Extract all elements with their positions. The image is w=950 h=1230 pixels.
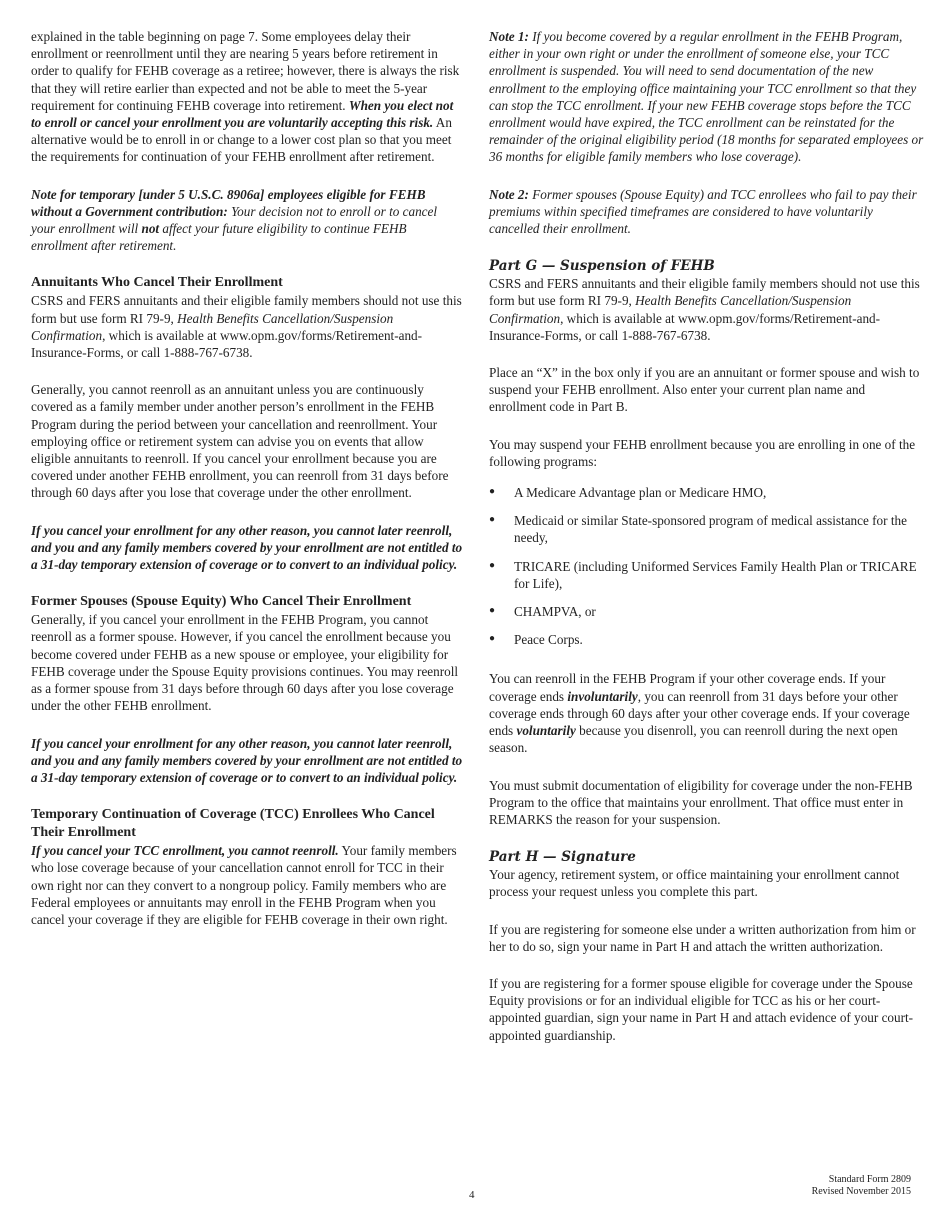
part-h-heading: Part H — Signature — [489, 849, 636, 866]
note-2: Note 2: Former spouses (Spouse Equity) and TCC enrollees who fail to pay their premiums within specified timeframes are considered to have voluntarily cancelled their enrollment. — [489, 186, 917, 237]
part-g-paragraph-3: You may suspend your FEHB enrollment because you are enrolling in one of the following programs: — [489, 436, 916, 469]
annuitants-paragraph-2: Generally, you cannot reenroll as an annuitant unless you are continuously covered as a family member under another person’s enrollment in the FEHB Program during the period between your cancellation and reenrollment. Your employing office or retirement system can advise you on events that allow eligible annuitants to reenroll. If you cancel your enrollment because you are covered under another FEHB enrollment, you can reenroll from 31 days before through 60 days after you lose that coverage under the other enrollment. — [31, 382, 449, 501]
tcc-heading: Temporary Continuation of Coverage (TCC) Enrollees Who Cancel Their Enrollment — [31, 807, 435, 841]
programs-list — [489, 484, 925, 648]
annuitants-paragraph-1: CSRS and FERS annuitants and their eligible family members should not use this form but use form RI 79-9, Health Benefits Cancellation/Suspension Confirmation, which is available at www.opm.gov/forms/Retirement-and-Insurance-Forms, or call 1-888-767-6738. — [31, 293, 462, 361]
part-h-paragraph-2: If you are registering for someone else under a written authorization from him or her to do so, sign your name in Part H and attach the written authorization. — [489, 921, 916, 954]
list-item: ● TRICARE (including Uniformed Services Family Health Plan or TRICARE for Life), — [489, 558, 925, 592]
intro-paragraph: explained in the table beginning on page 7. Some employees delay their enrollment or reenrollment until they are nearing 5 years before retirement in order to qualify for FEHB coverage as a retiree; however, there is always the risk that they will retire earlier than expected and not be able to meet the 5-year requirement for continuing FEHB coverage into retirement. When you elect not to enroll or cancel your enrollment you are voluntarily accepting this risk. An alternative would be to enroll in or change to a lower cost plan so that you meet the requirements for continuation of your FEHB enrollment after retirement. — [31, 29, 460, 165]
list-item: ● Medicaid or similar State-sponsored program of medical assistance for the needy, — [489, 512, 925, 546]
note-1: Note 1: If you become covered by a regular enrollment in the FEHB Program, either in your own right or under the enrollment of someone else, your TCC enrollment is suspended. You will need to send documentation of the new enrollment to the employing office maintaining your TCC enrollment so that they can stop the TCC enrollment. If your new FEHB coverage stops before the TCC enrollment would have expired, the TCC enrollment can be reinstated for the remainder of the original eligibility period (18 months for separated employees or 36 months for eligible family members who lose coverage). — [489, 29, 924, 165]
form-identifier — [812, 1174, 911, 1198]
list-item: ● CHAMPVA, or — [489, 603, 925, 620]
annuitants-warning: If you cancel your enrollment for any other reason, you cannot later reenroll, and you and any family members covered by your enrollment are not entitled to a 31-day temporary extension of coverage or to convert to an individual policy. — [31, 522, 463, 573]
part-g-paragraph-4: You can reenroll in the FEHB Program if your other coverage ends. If your coverage ends involuntarily, you can reenroll from 31 days before your other coverage ends through 60 days after your other coverage ends. If your coverage ends voluntarily because you disenroll, you can reenroll during the next open season. — [489, 671, 910, 756]
former-spouses-paragraph: Generally, if you cancel your enrollment in the FEHB Program, you cannot reenroll as a former spouse. However, if you cancel the enrollment because you become covered under FEHB as a new spouse or employee, your eligibility for FEHB coverage under the Spouse Equity provisions continues. You may reenroll as a former spouse from 31 days before through 60 days after you lose coverage under the other FEHB enrollment. — [31, 612, 459, 714]
annuitants-heading: Annuitants Who Cancel Their Enrollment — [31, 275, 283, 291]
temporary-employee-note: Note for temporary [under 5 U.S.C. 8906a] employees eligible for FEHB without a Government contribution: Your decision not to enroll or to cancel your enrollment will not affect your future eligibility to continue FEHB enrollment after retirement. — [31, 186, 438, 254]
part-h-paragraph-3: If you are registering for a former spouse eligible for coverage under the Spouse Equity provisions or for an individual eligible for TCC as his or her court-appointed guardian, sign your name in Part H and attach evidence of your court-appointed guardianship. — [489, 975, 914, 1043]
right-column — [489, 28, 925, 1064]
part-g-heading: Part G — Suspension of FEHB — [489, 258, 715, 275]
page-number: 4 — [469, 1189, 475, 1201]
tcc-paragraph: If you cancel your TCC enrollment, you cannot reenroll. Your family members who lose coverage because of your cancellation cannot enroll for TCC in their own right nor can they convert to a nongroup policy. Family members who are Federal employees or annuitants may enroll in the FEHB Program when you cancel your coverage if they are eligible for FEHB coverage in their own right. — [31, 843, 457, 927]
former-spouses-warning: If you cancel your enrollment for any other reason, you cannot later reenroll, and you and any family members covered by your enrollment are not entitled to a 31-day temporary extension of coverage or to convert to an individual policy. — [31, 735, 463, 785]
part-g-paragraph-5: You must submit documentation of eligibility for coverage under the non-FEHB Program to the office that maintains your enrollment. That office must enter in REMARKS the reason for your suspension. — [489, 777, 913, 827]
part-h-paragraph-1: Your agency, retirement system, or office maintaining your enrollment cannot process your request unless you complete this part. — [489, 867, 900, 900]
part-g-paragraph-2: Place an “X” in the box only if you are an annuitant or former spouse and wish to suspend your FEHB enrollment. Also enter your current plan name and enrollment code in Part B. — [489, 365, 920, 415]
form-name: Standard Form 2809 — [828, 1174, 911, 1185]
former-spouses-heading: Former Spouses (Spouse Equity) Who Cancel Their Enrollment — [31, 594, 412, 610]
list-item: ● Peace Corps. — [489, 631, 925, 648]
revision-date: Revised November 2015 — [811, 1186, 911, 1197]
left-column — [31, 28, 463, 948]
part-g-paragraph-1: CSRS and FERS annuitants and their eligible family members should not use this form but use form RI 79-9, Health Benefits Cancellation/Suspension Confirmation, which is available at www.opm.gov/forms/Retirement-and-Insurance-Forms, or call 1-888-767-6738. — [489, 276, 920, 343]
list-item: ● A Medicare Advantage plan or Medicare HMO, — [489, 484, 925, 501]
